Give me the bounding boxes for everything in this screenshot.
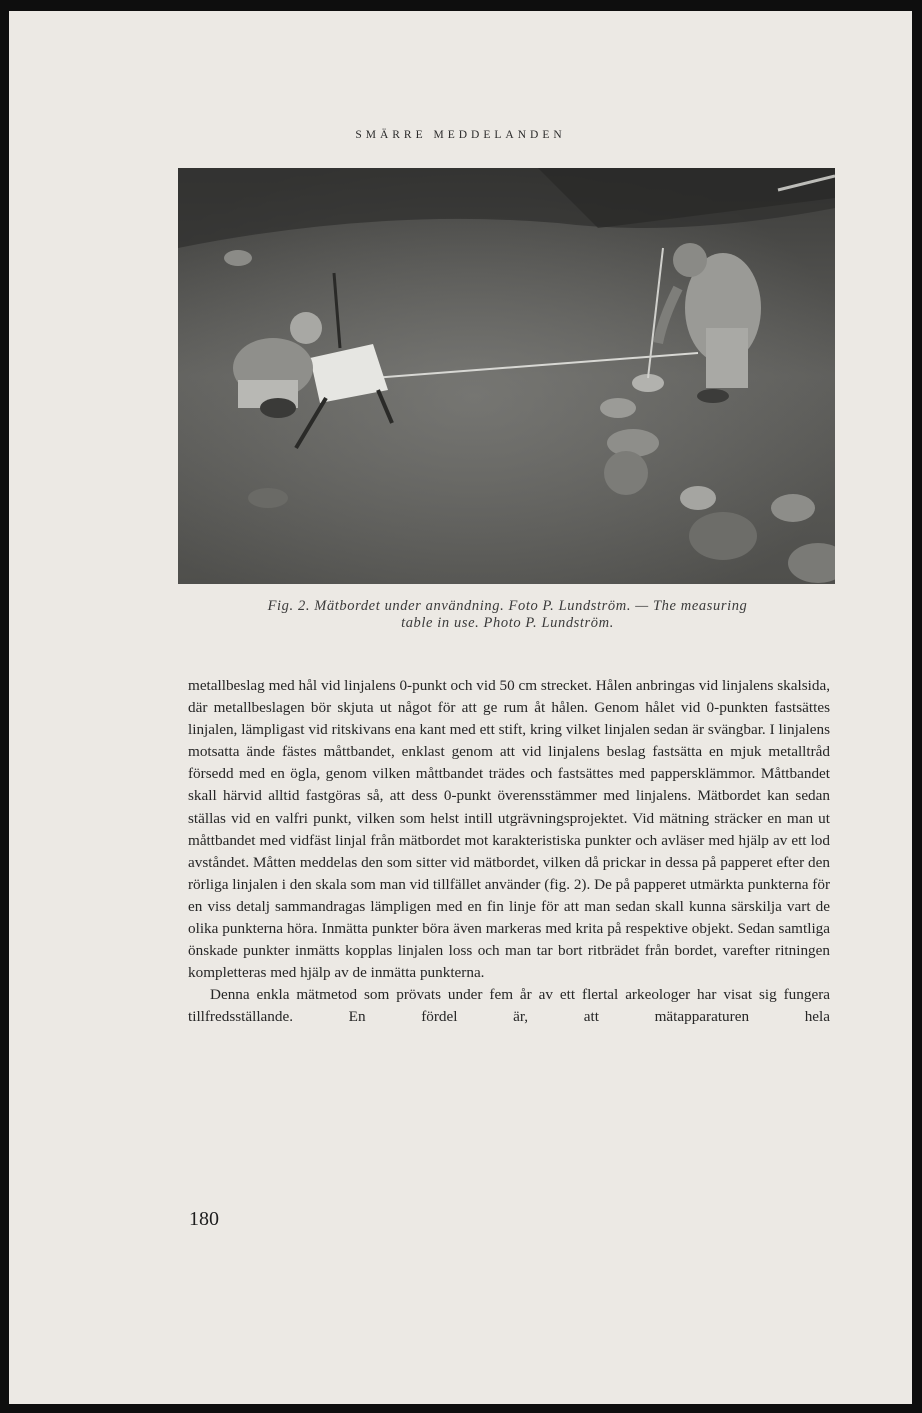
excavation-photo xyxy=(178,168,835,584)
running-header: SMÄRRE MEDDELANDEN xyxy=(355,129,566,141)
body-text xyxy=(188,675,830,1029)
caption-line-1: Fig. 2. Mätbordet under användning. Foto P. Lundström. — The measuring xyxy=(267,598,748,614)
figure-caption xyxy=(184,598,831,632)
caption-line-2: table in use. Photo P. Lundström. xyxy=(401,615,614,631)
paragraph: metallbeslag med hål vid linjalens 0-punkt och vid 50 cm strecket. Hålen anbringas vid linjalens skalsida, där metallbeslagen bör skjuta ut något för att ge rum åt hålen. Genom hålet vid 0-punkten fastsättes linjalen, lämpligast vid ritskivans ena kant med ett stift, kring vilket linjalen sedan är svängbar. I linjalens motsatta ände fästes måttbandet, enklast genom att vid linjalens beslag fastsätta en mjuk metalltråd försedd med en ögla, genom vilken måttbandet trädes och fastsättes med pappersklämmor. Måttbandet skall härvid alltid fastgöras så, att dess 0-punkt överensstämmer med linjalens. Mätbordet kan sedan ställas vid en valfri punkt, vilken som helst intill utgrävningsprojektet. Vid mätning sträcker en man ut måttbandet med vidfäst linjal från mätbordet mot karakteristiska punkter och avläser med hjälp av ett lod avståndet. Måtten meddelas den som sitter vid mätbordet, vilken då prickar in dessa på papperet efter den rörliga linjalen i den skala som man vid tillfället använder (fig. 2). De på papperet utmärkta punkterna för en viss detalj sammandragas lämpligen med en fin linje för att man sedan skall kunna särskilja vart de olika punkterna höra. Inmätta punkter böra även markeras med krita på respektive objekt. Sedan samtliga önskade punkter inmätts kopplas linjalen loss och man tar bort ritbrädet från bordet, varefter ritningen kompletteras med hjälp av de inmätta punkterna. xyxy=(188,677,830,982)
page-number: 180 xyxy=(189,1208,219,1230)
figure-photo xyxy=(178,168,835,584)
document-page xyxy=(9,11,912,1404)
paragraph: Denna enkla mätmetod som prövats under fem år av ett flertal arkeologer har visat sig fungera tillfredsställande. En fördel är, att mätapparaturen hela xyxy=(188,986,830,1026)
